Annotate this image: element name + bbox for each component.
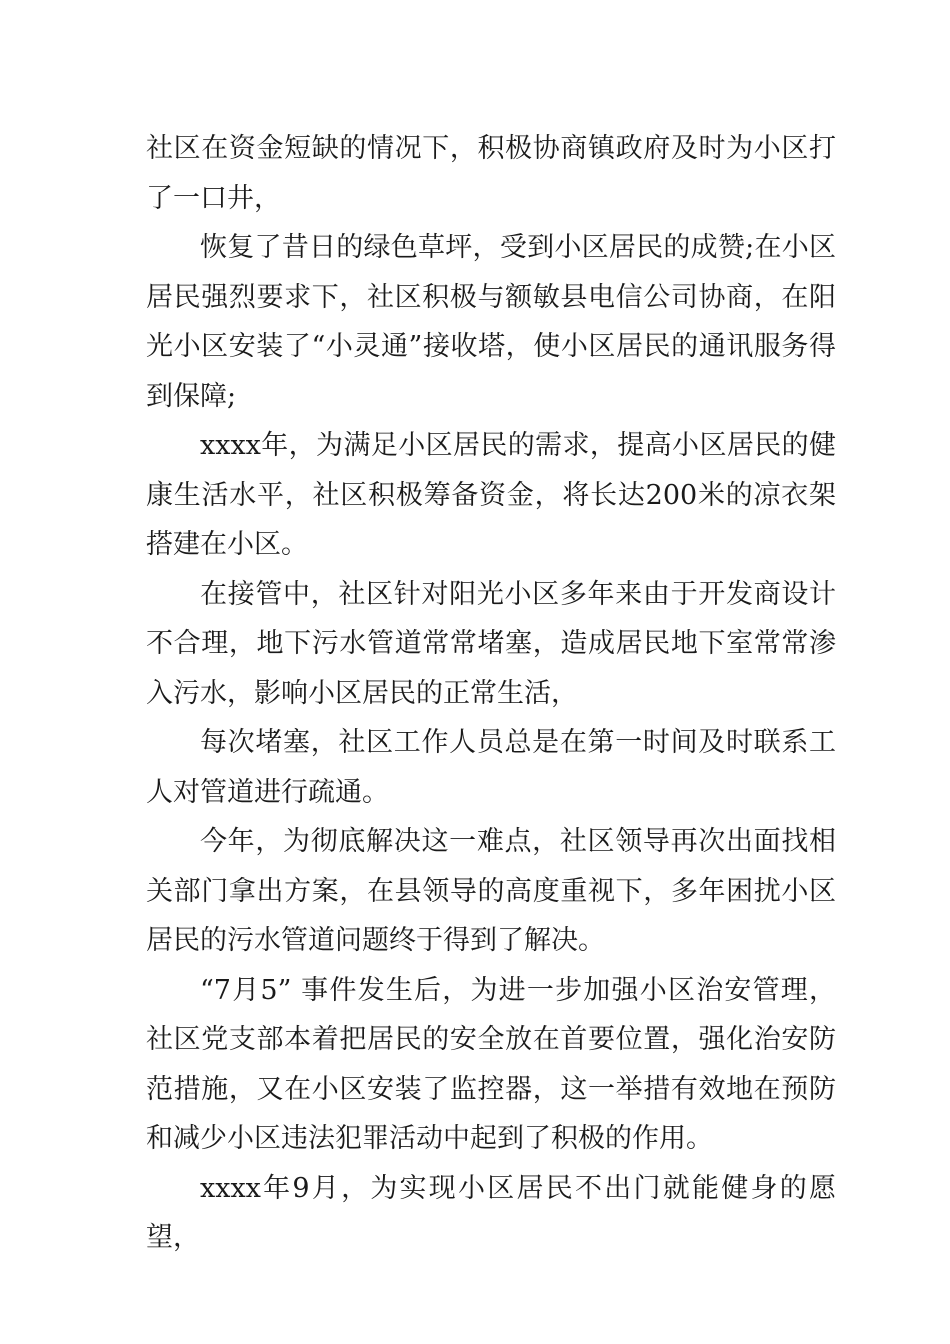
paragraph-1: 社区在资金短缺的情况下，积极协商镇政府及时为小区打了一口井， (146, 133, 836, 214)
paragraph-4: 在接管中，社区针对阳光小区多年来由于开发商设计不合理，地下污水管道常常堵塞，造成居民地下室常常渗入污水，影响小区居民的正常生活， (146, 578, 836, 709)
paragraph-5: 每次堵塞，社区工作人员总是在第一时间及时联系工人对管道进行疏通。 (146, 727, 836, 808)
paragraph-3: xxxx年，为满足小区居民的需求，提高小区居民的健康生活水平，社区积极筹备资金，将长达200米的凉衣架搭建在小区。 (146, 430, 836, 560)
paragraph-6: 今年，为彻底解决这一难点，社区领导再次出面找相关部门拿出方案，在县领导的高度重视下，多年困扰小区居民的污水管道问题终于得到了解决。 (146, 826, 836, 956)
document-body (146, 124, 836, 1263)
paragraph-7: “7月5” 事件发生后，为进一步加强小区治安管理，社区党支部本着把居民的安全放在首要位置，强化治安防范措施，又在小区安装了监控器，这一举措有效地在预防和减少小区违法犯罪活动中起到了积极的作用。 (146, 974, 836, 1154)
paragraph-2: 恢复了昔日的绿色草坪，受到小区居民的成赞;在小区居民强烈要求下，社区积极与额敏县电信公司协商，在阳光小区安装了“小灵通”接收塔，使小区居民的通讯服务得到保障; (146, 232, 836, 412)
paragraph-8: xxxx年9月，为实现小区居民不出门就能健身的愿望， (146, 1172, 836, 1253)
